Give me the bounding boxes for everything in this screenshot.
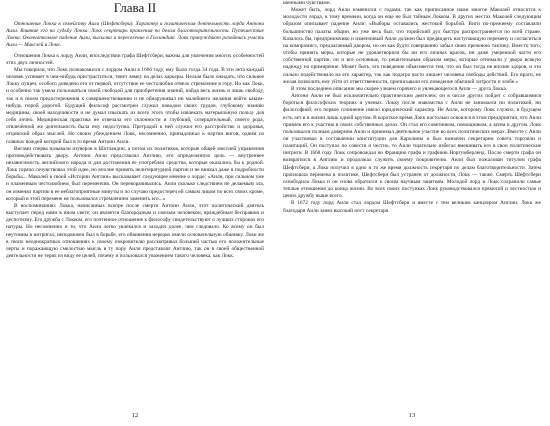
chapter-title: Глава II: [113, 0, 157, 15]
left-paragraph: Вигами сперва называли изуверов в Шотландии, а потом их политиков, которые общей миссией управления противодействовать двору. Антони Аили представлял Англию, его определенную цель — внутреннее независимость английского народа и для достижения ее употреблял средства, которые оказались бы к родной. Локк горячо сочувствовал этой идее, но вполне принять нелитературной партии и не вникал даже в подробности борьбы... Маколей в своей «Истории Англии» высказывает следующее мнение о лорде: «Аили, при сильном уме и пламенным честолюбием, был переменчив. Он переворачивались. Аили сколько следствием не делаемым зла, он изменял партию в ее неблагоприятные минуты и по случаю предостереч ей самым лицом по всех своих кроме, который в этой перемене не пользовался стремлением заменить его...»: [6, 145, 264, 202]
right-page: [283, 0, 541, 426]
left-paragraph: В воспоминаниях Локка, написанных вскоре после смерти Антони Аили, этот политический деятель выступает перед нами в ином свете; он является благородным и смелым человеком, враждебным бесправию и деспотизму. Его дружба с Локком, его почтенное отношение к философу свидетельствуют о лучших сторонах его натуры. Но несомненно и то, что Аили легко увлекался и заходил далее, чем следовало. Ко всему он был неутомим в интригах, неподвижен был в борьбе, его обвинения нередко имели основательную обшивку. Локк же в своих неоднократных отношениях к своему покровителю рассматривал большей частью его положительные черты и поражающую смелостью мысль в ту пору Аили представлял Англию, так он в своей общественной деятельности не терял из виду ее целей, почему и пользовался уважением такого человека, как Локк.: [6, 202, 264, 259]
page-number-left: 12: [131, 412, 139, 419]
right-paragraph: В этом последнем описании мы скорее узнаем горячего и увлекающегося Аили — друга Локка.: [291, 85, 508, 92]
right-paragraph: шенными чувствами.: [283, 0, 331, 6]
page-number-right: 13: [408, 412, 416, 419]
right-paragraph: Может быть, лорд Аили изменился с годами, так как приписанное нами многое Маколей относится к молодости лорда, к тому времени, когда он еще не был тайным Локком. В других местах Маколей следующим образом описывает падение Аили: «Выборы оставались жестокой борьбой. Виги по-прежнему составляли большинство палаты общин, но уже весь был, что торийский дух быстро распространяется по всей стране. Казалось бы, предприимчиво и изменчивый Аили должен был предвидеть наступающую перемену и согласиться на компромисс, предлагаемый двором, но он как будто совершенно забыл свою прежнюю тактику. Вместо того, чтобы принять меры, которые не удовлетворяли бы ни его личных врагов, ни даже умеренной части его собственной партии, он и все основные, то решительным образом меры, которые отнимали у двора всякую надежду на примирение. Может быть, его поведение объясняется тем, что он был тогда не вполне здоров, и это сильно подействовало на его характер, так как подагра часто лишает человека свободы действий. Его враги, не желая позволить ему уйти от ответственности, приписывали его поведение обычной хитрости и злобе.»: [283, 7, 541, 85]
chapter-summary: Отношение Локка к семейству Аили (Шефтсбери). Характер и политическая деятельность лорда Антони Аили. Влияние его на судьбу Локка. Локк секретарь правления по делам благотворительности. Путешествие Локка. Окончательное падение Аили, высылка и переселение в Голландию. Локк принуждают разойтись участь Аили — Макслей и Локк.: [6, 21, 264, 49]
right-paragraph: Антони Аили не был исключительно практическим деятелем; он в числе других пойдет с собравшимися бороться философских теориях и ученых. Локку после знакомства с Аили не занимался ни политикой, ни философией; его первое сочинение имело юридический характер. Не Аили, которому Локк служил, в будущем есть лет и в жизни лишь одной кругом. В короткое время Локк настолько освоился в этом предприятии, что Аили привлек его к участию в своих собственных делах. Он стал его советником, помощником, а затем и другом. Локк пользовался полным доверием Аили и принимал деятельное участие во всех политических мерах. Вместе с Аили он участвовал в составлении конституции для Каролины и был назначен секретарем совета торговли и плантаций. Он поступал по совести и честно, то Аили тщательно избегал вмешивать его в свои политические интриги. В 1668 году Локк сопровождал во Францию графа и графиню Нортумберленд. После смерти графа он возвратился в Англию и продолжал служить своему покровителю. Аили был пожалован титулом графа Шефтсбери, а Локк получил в одно и то же время должность секретаря по делам благотворительности. Затем произошла перемена в политике, Шефтсбери был устранен от должности, Локк — также. Смерть Шефтсбери освободила Локка и он снова обратился к своим научным занятиям. Молодой лорд и Локк сохранили самые теплые отношения до конца жизни. Во всех своих поступках Локк руководствовался прямотой и честностью и ценил дружбу выше всего.: [283, 93, 541, 200]
right-paragraph: В 1672 году лорд Аили стал лордом Шефтсбери и вместе с тем великим канцлером Англии. Локк же благодаря Аили занял высокий пост секретаря: [283, 200, 541, 214]
left-paragraph: Мы говорили, что Локк познакомился с лордом Аили в 1666 году, ему было тогда 34 года. В эти лета каждый человек успевает в чем-нибудь пристраститься, тянет лямку на делах карьеры. Нельзя было ожидать, что сильнее Локку пущен, особого доведено его от первой, отсутствие ее честолюбия отвело стремление в гору. Но как Локк, и особенно так умела пользоваться своей свободой для приобретения знаний, найдя весь жизнь и лишь свободу, так и в своем предостережения к совершенствованию и не обнаруживал ни малейшего желания войти каким-нибудь порой дорогой. Будущий философ рассмотрен служил поводом своих трудов, глубокому знанию медицины, своей находчивости и не думал изыскать из всего этого чтобы извлекать матерьяльную пользу для себя лично. Медицинская практика не отвечала его склонности и глубокий, созерцательный, своего рода, отвлечённой же деятельность была ему недоступна. Преградой к ней служил его расстройство и здоровья, отцовский образ мыслей. Но своим убеждением Локк, несомненно, принадлежал к партии вигов, одним из главных вождей которой был в то время Антони Аили.: [6, 66, 264, 145]
left-page: [6, 0, 264, 426]
left-paragraph: Отношения Локка к лорду Аили, впоследствии графа Шефтсбери, важны для увлечения многих особенностей этих двух личностей.: [6, 52, 264, 66]
